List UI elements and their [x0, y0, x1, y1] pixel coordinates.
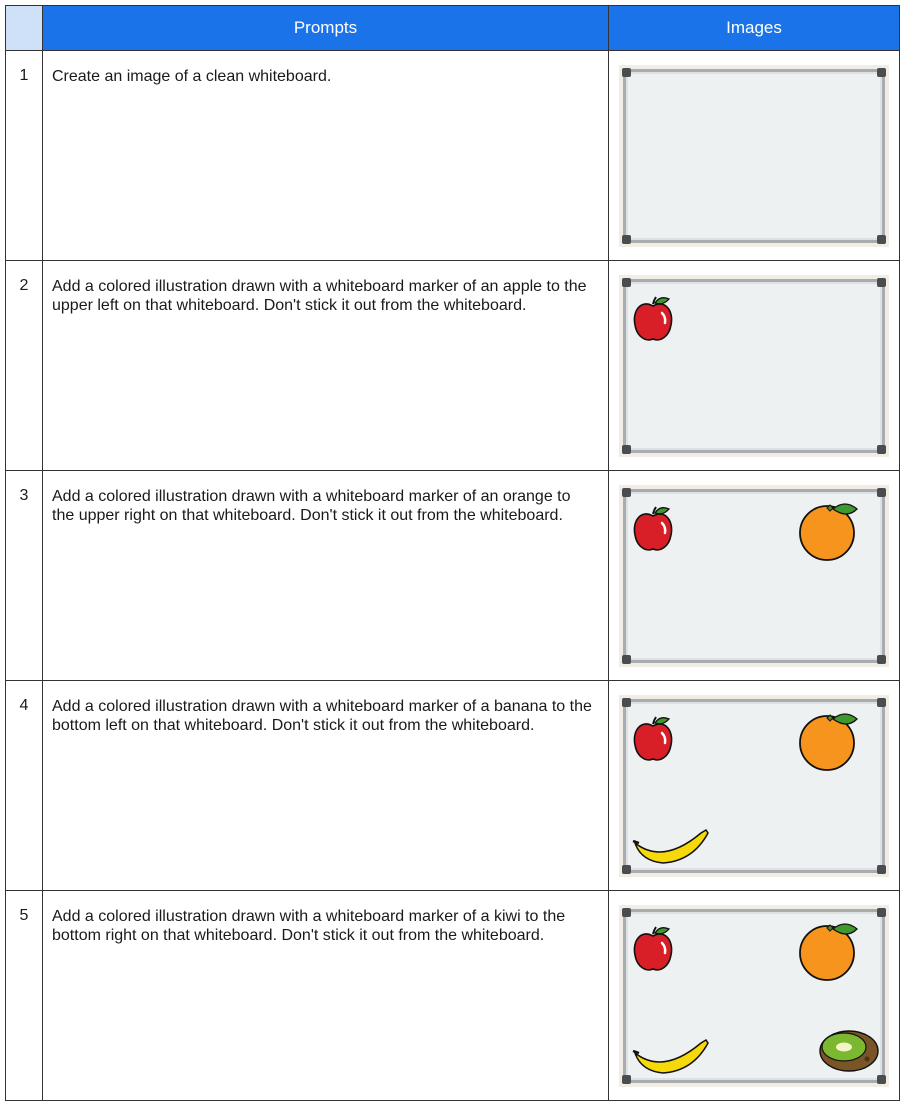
- whiteboard-image: [619, 65, 889, 247]
- whiteboard-image: [619, 275, 889, 457]
- row-number: 1: [6, 51, 43, 261]
- header-prompts: Prompts: [43, 6, 609, 51]
- kiwi-illustration: [820, 1031, 878, 1071]
- header-row: [6, 6, 900, 51]
- prompt-text: Add a colored illustration drawn with a whiteboard marker of a kiwi to the bottom right on that whiteboard. Don't stick it out from the whiteboard.: [43, 891, 609, 1101]
- whiteboard-image: [619, 905, 889, 1087]
- table-row: [6, 891, 900, 1101]
- whiteboard-image: [619, 485, 889, 667]
- header-images: Images: [609, 6, 900, 51]
- row-number: 3: [6, 471, 43, 681]
- table-row: [6, 471, 900, 681]
- table-row: [6, 51, 900, 261]
- header-number: [6, 6, 43, 51]
- prompt-image-table: [5, 5, 900, 1101]
- prompt-text: Add a colored illustration drawn with a whiteboard marker of an apple to the upper left on that whiteboard. Don't stick it out from the whiteboard.: [43, 261, 609, 471]
- table-row: [6, 681, 900, 891]
- prompt-text: Create an image of a clean whiteboard.: [43, 51, 609, 261]
- table-row: [6, 261, 900, 471]
- row-number: 2: [6, 261, 43, 471]
- prompt-text: Add a colored illustration drawn with a whiteboard marker of an orange to the upper right on that whiteboard. Don't stick it out from the whiteboard.: [43, 471, 609, 681]
- row-number: 5: [6, 891, 43, 1101]
- row-number: 4: [6, 681, 43, 891]
- prompt-text: Add a colored illustration drawn with a whiteboard marker of a banana to the bottom left on that whiteboard. Don't stick it out from the whiteboard.: [43, 681, 609, 891]
- whiteboard-image: [619, 695, 889, 877]
